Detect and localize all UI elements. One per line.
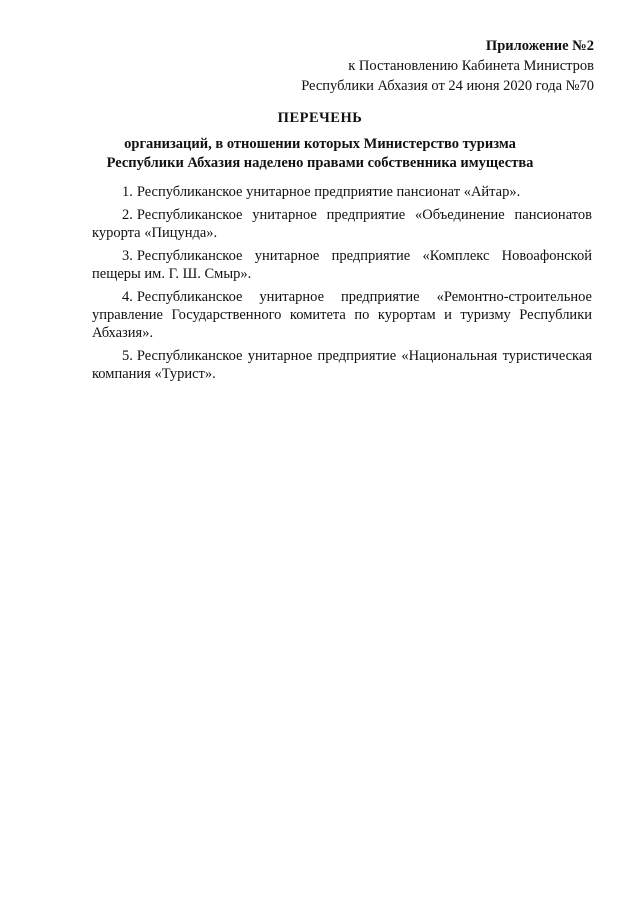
- list-item: [92, 206, 592, 242]
- list-item: [92, 183, 592, 201]
- appendix-header: [301, 36, 594, 96]
- appendix-reference-line-2: Республики Абхазия от 24 июня 2020 года №70: [301, 78, 594, 94]
- list-item-number: 2.: [122, 207, 133, 223]
- list-item: [92, 347, 592, 383]
- document-subtitle: [60, 135, 580, 173]
- list-item-text: Республиканское унитарное предприятие «Ремонтно-строительное управление Государственного комитета по курортам и туризму Республики Абхазия».: [92, 289, 592, 341]
- list-item-number: 3.: [122, 248, 133, 264]
- list-item-number: 1.: [122, 184, 133, 200]
- list-item-number: 5.: [122, 348, 133, 364]
- list-item-text: Республиканское унитарное предприятие пансионат «Айтар».: [136, 184, 521, 200]
- appendix-reference-line-1: к Постановлению Кабинета Министров: [348, 58, 594, 74]
- appendix-number: Приложение №2: [485, 38, 594, 54]
- list-item-text: Республиканское унитарное предприятие «Объединение пансионатов курорта «Пицунда».: [92, 207, 592, 241]
- list-item-text: Республиканское унитарное предприятие «Национальная туристическая компания «Турист».: [92, 348, 592, 382]
- organization-list: [92, 183, 592, 388]
- list-item: [92, 288, 592, 342]
- list-item: [92, 247, 592, 283]
- subtitle-line-2: Республики Абхазия наделено правами собственника имущества: [106, 155, 534, 171]
- subtitle-line-1: организаций, в отношении которых Министерство туризма: [124, 136, 516, 152]
- document-title: ПЕРЕЧЕНЬ: [277, 110, 363, 126]
- list-item-number: 4.: [122, 289, 133, 305]
- list-item-text: Республиканское унитарное предприятие «Комплекс Новоафонской пещеры им. Г. Ш. Смыр».: [92, 248, 592, 282]
